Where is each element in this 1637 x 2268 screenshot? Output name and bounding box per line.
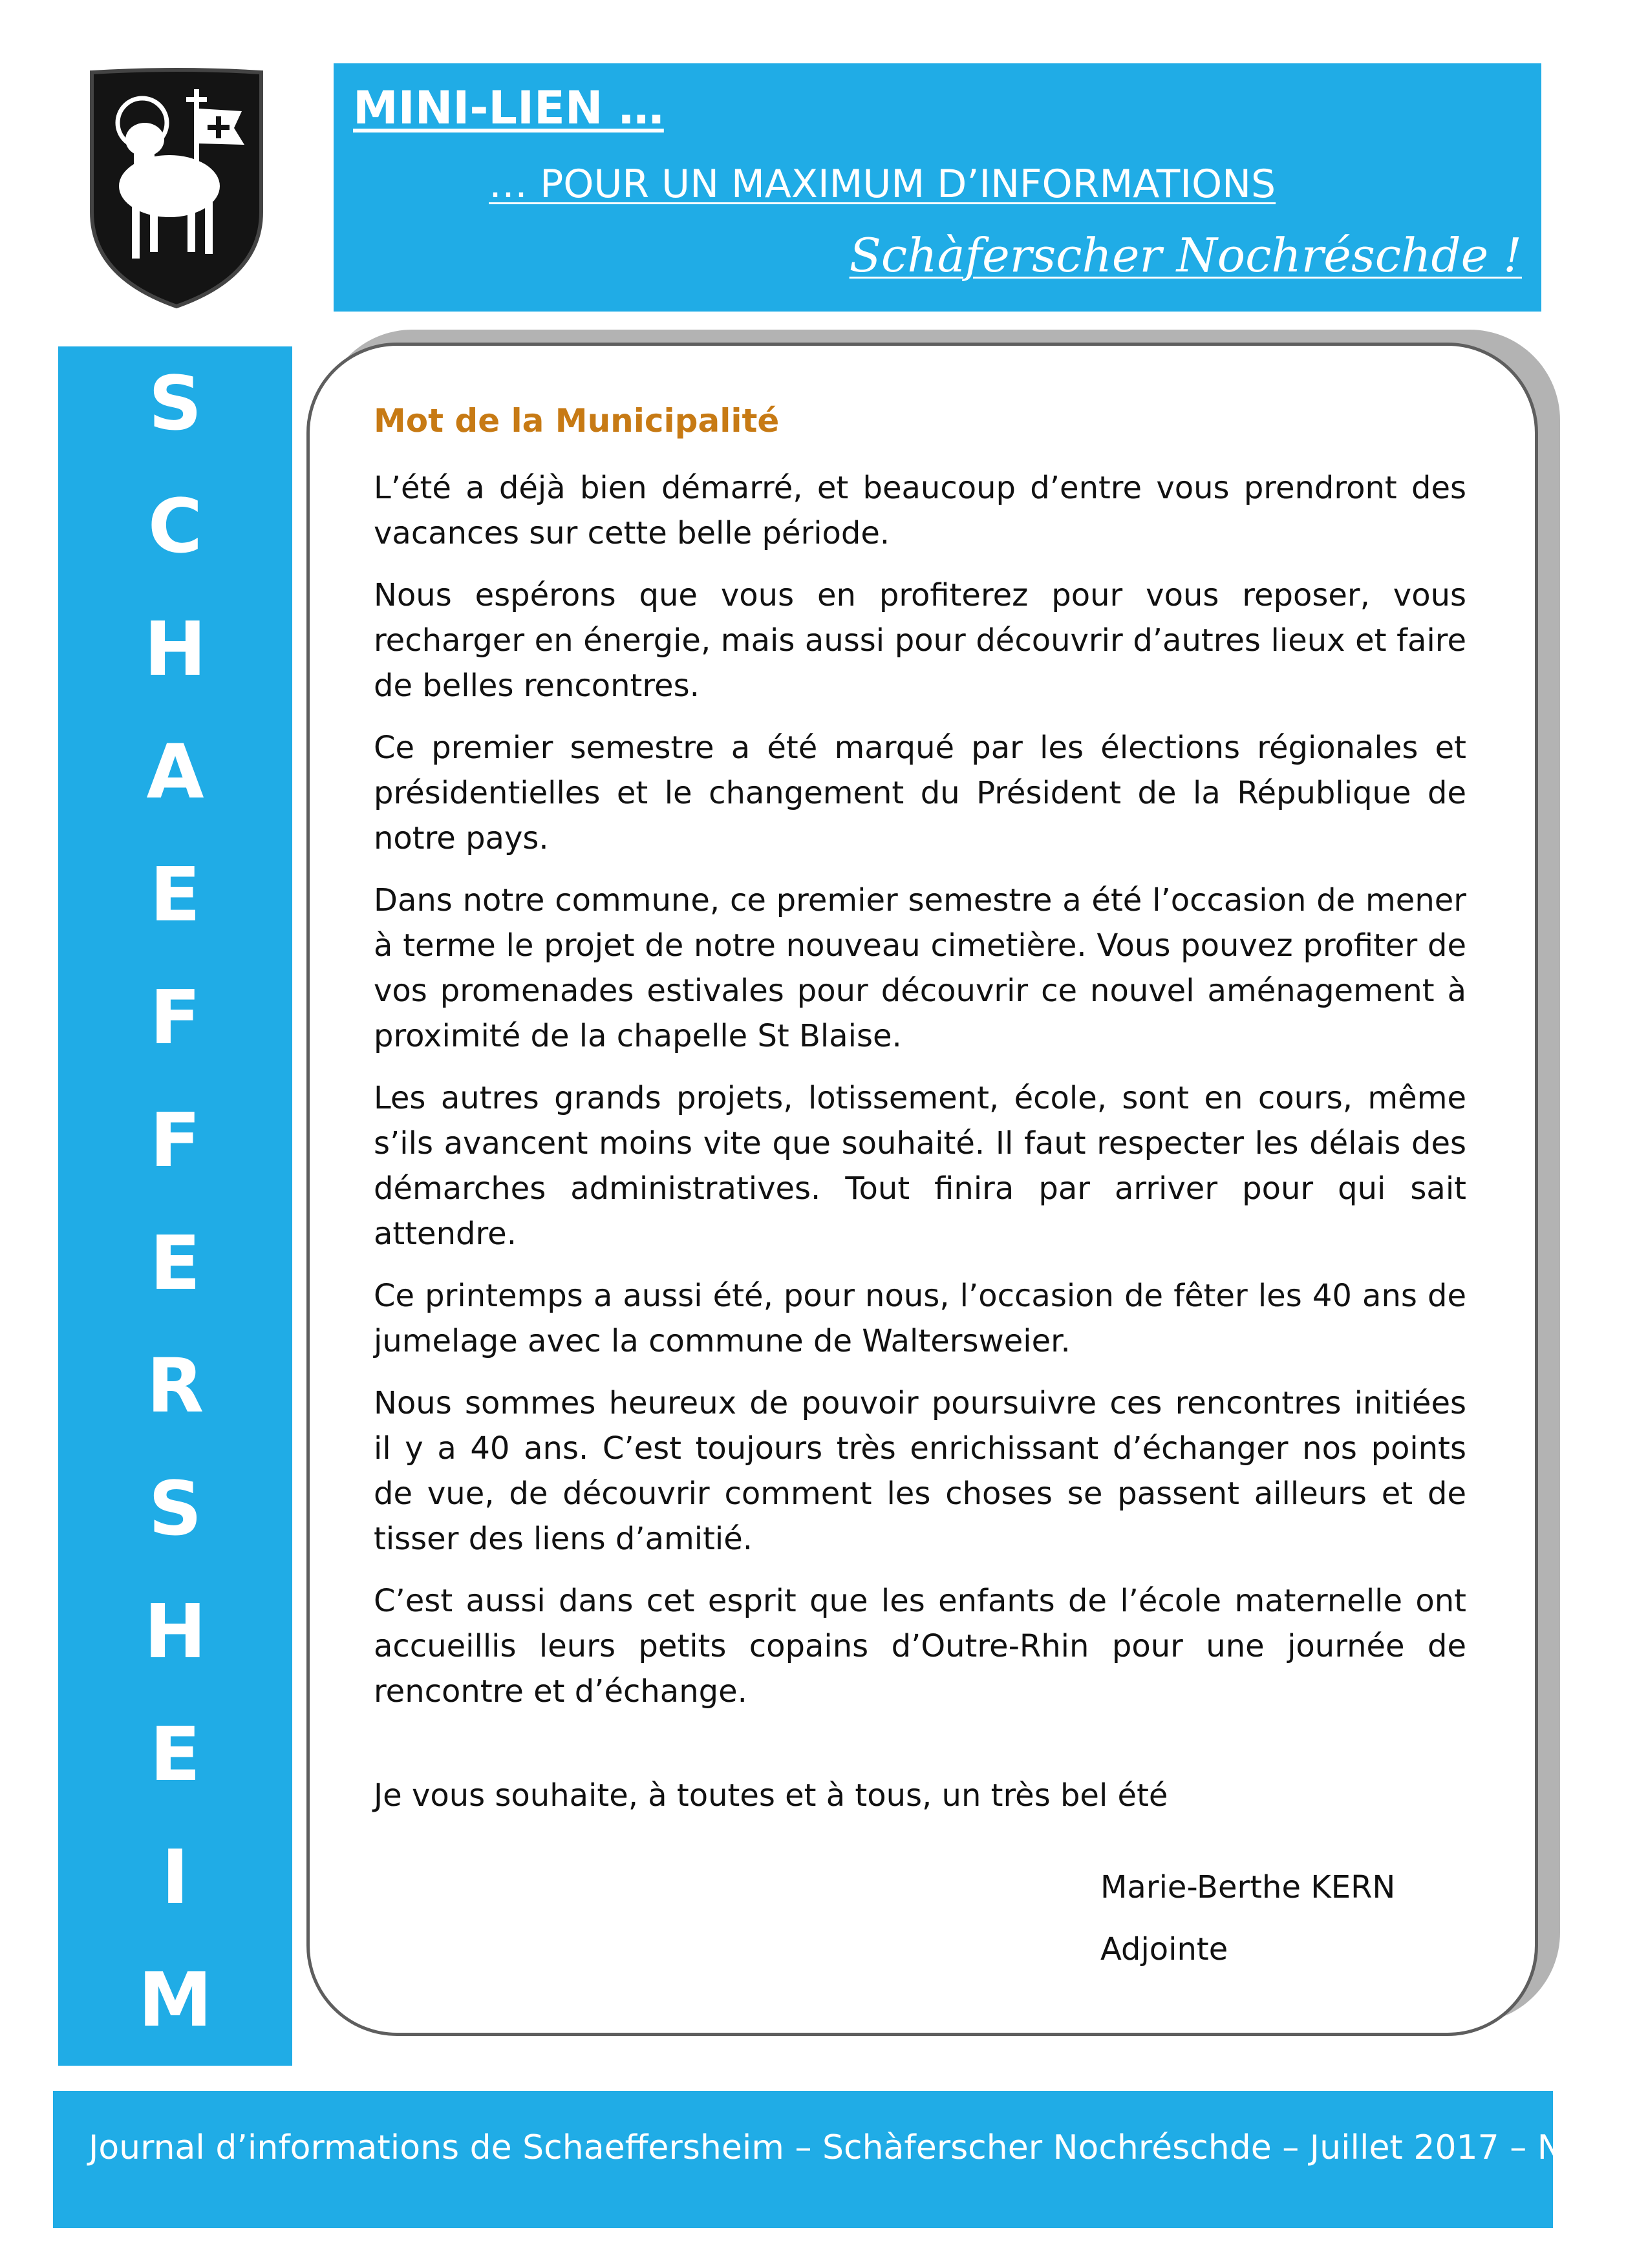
sidebar-letter: F <box>149 1097 201 1184</box>
footer-text <box>89 2128 1637 2167</box>
signer-name: Marie-Berthe KERN <box>1100 1869 1396 1905</box>
article-paragraph: Nous espérons que vous en profiterez pour vous reposer, vous recharger en énergie, mais aussi pour découvrir d’autres lieux et faire de belles rencontres. <box>374 577 1466 704</box>
footer-issue-number: 89 <box>1590 2128 1637 2167</box>
article-paragraph: Ce printemps a aussi été, pour nous, l’occasion de fêter les 40 ans de jumelage avec la commune de Waltersweier. <box>374 1278 1466 1359</box>
article-paragraph: L’été a déjà bien démarré, et beaucoup d’entre vous prendront des vacances sur cette belle période. <box>374 470 1466 551</box>
footer-journal-info: Journal d’informations de Schaeffersheim – Schàferscher Nochréschde – Juillet 2017 – N° <box>89 2128 1579 2167</box>
article-paragraph: Les autres grands projets, lotissement, école, sont en cours, même s’ils avancent moins vite que souhaité. Il faut respecter les délais des démarches administratives. Tout finira par arriver pour qui sait attendre. <box>374 1080 1466 1252</box>
sidebar-letter: H <box>144 606 207 693</box>
header-banner <box>334 63 1541 312</box>
article-title: Mot de la Municipalité <box>374 402 780 440</box>
article-closing: Je vous souhaite, à toutes et à tous, un très bel été <box>374 1777 1168 1814</box>
sidebar-town-name <box>58 346 292 2066</box>
sidebar-letter: S <box>148 1466 202 1553</box>
sidebar-letter: E <box>149 1220 201 1307</box>
sidebar-letter: H <box>144 1589 207 1675</box>
sidebar-letter: M <box>138 1957 213 2044</box>
sidebar-letter: A <box>146 729 204 816</box>
sidebar-letter: R <box>146 1343 204 1430</box>
article-paragraph: Nous sommes heureux de pouvoir poursuivre ces rencontres initiées il y a 40 ans. C’est toujours très enrichissant d’échanger nos points de vue, de découvrir comment les choses se passent ailleurs et de tisser des liens d’amitié. <box>374 1385 1466 1557</box>
newsletter-alsatian-tagline: Schàferscher Nochréschde ! <box>849 228 1522 282</box>
article-paragraph: C’est aussi dans cet esprit que les enfants de l’école maternelle ont accueillis leurs petits copains d’Outre-Rhin pour une journée de rencontre et d’échange. <box>374 1583 1466 1710</box>
sidebar-letter: E <box>149 852 201 938</box>
newsletter-title: MINI-LIEN … <box>353 81 664 134</box>
sidebar-letter: I <box>161 1834 189 1921</box>
article-paragraph: Dans notre commune, ce premier semestre a été l’occasion de mener à terme le projet de notre nouveau cimetière. Vous pouvez profiter de vos promenades estivales pour découvrir ce nouvel aménagement à proximité de la chapelle St Blaise. <box>374 882 1466 1054</box>
footer-banner <box>53 2091 1637 2228</box>
article-body <box>374 465 1466 1731</box>
sidebar-letter: C <box>147 483 203 570</box>
sidebar-letter: E <box>149 1712 201 1798</box>
sidebar-letter: S <box>148 361 202 447</box>
signer-role: Adjointe <box>1100 1931 1228 1967</box>
newsletter-subtitle: … POUR UN MAXIMUM D’INFORMATIONS <box>489 162 1276 207</box>
article-paragraph: Ce premier semestre a été marqué par les élections régionales et présidentielles et le changement du Président de la République de notre pays. <box>374 730 1466 856</box>
sidebar-letter: F <box>149 975 201 1061</box>
paschal-lamb-crest-icon <box>72 63 281 314</box>
